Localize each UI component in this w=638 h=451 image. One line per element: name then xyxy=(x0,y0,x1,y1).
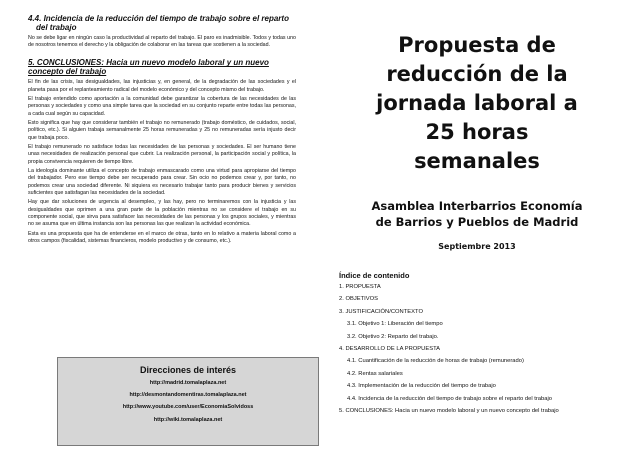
toc-item-propuesta[interactable]: 1. PROPUESTA xyxy=(339,284,381,290)
conclusion-paragraph-4: El trabajo remunerado no satisface todas las necesidades de las personas y sociedades. El ser humano tiene unas necesidades de realización personal que cubrir. La realización personal, la participación social y política, la propia convivencia requieren de tiempo libre. xyxy=(28,144,296,165)
conclusion-paragraph-2: El trabajo entendido como aportación a la comunidad debe garantizar la cobertura de las necesidades de las personas y sociedades y como una simple tarea que la sociedad en su conjunto reparte entre todas las personas, a cada cual según su capacidad. xyxy=(28,96,296,117)
section-4-4-paragraph: No se debe ligar en ningún caso la productividad al reparto del trabajo. El paro es inadmisible. Todos y todas uno de nosotros tenemos el derecho y la obligación de colaborar en las tareas que sostienen a la sociedad. xyxy=(28,35,296,49)
conclusion-paragraph-6: Hay que dar soluciones de urgencia al desempleo, y las hay, pero no terminaremos con la injusticia y las desigualdades que oprimen a una gran parte de la población mientras no se considere el trabajo en su componente social, que sirva para satisfacer las necesidades de las personas y los grupos sociales, y mientras no se asuma que en última instancia son las personas las que realizan la actividad económica. xyxy=(28,199,296,228)
conclusion-paragraph-5: La ideología dominante utiliza el concepto de trabajo enmascarado como una virtud para apropiarse del tiempo del trabajador. Pero ese tiempo debe ser recuperado para crear. Sin ocio no podemos crear y, por tanto, no podemos crear una sociedad diferente. Ni siquiera es necesario trabajar tanto para producir bienes y servicios suficientes que satisfagan las necesidades de la sociedad. xyxy=(28,168,296,196)
organization-line-2: de Barrios y Pueblos de Madrid xyxy=(375,215,579,229)
title-line-1: Propuesta de xyxy=(398,33,556,57)
section-4-4-heading-line1: 4.4. Incidencia de la reducción del tiempo de trabajo sobre el reparto xyxy=(28,14,289,23)
toc-item-desarrollo[interactable]: 4. DESARROLLO DE LA PROPUESTA xyxy=(339,345,441,352)
link-youtube[interactable]: http://www.youtube.com/user/EconomiaSolvidoss xyxy=(122,404,254,411)
links-box xyxy=(57,357,319,446)
right-page xyxy=(336,14,618,420)
section-5-heading xyxy=(28,58,296,76)
section-4-4-heading xyxy=(28,14,296,32)
table-of-contents xyxy=(336,284,618,415)
title-line-5: semanales xyxy=(414,149,540,173)
toc-title: Índice de contenido xyxy=(339,271,410,280)
toc-item-justificacion[interactable]: 3. JUSTIFICACIÓN/CONTEXTO xyxy=(339,308,423,315)
title-line-3: jornada laboral a xyxy=(376,91,578,115)
conclusion-paragraph-1: El fin de las crisis, las desigualdades, las injusticias y, en general, de la degradación de las sociedades y el planeta pasa por el replanteamiento radical del modelo económico y del concepto mismo del trabajo. xyxy=(28,79,296,93)
title-line-4: 25 horas xyxy=(425,120,529,144)
conclusion-paragraph-7: Esta es una propuesta que ha de entenderse en el marco de otras, tanto en lo relativo a materia laboral como a otros campos (fiscalidad, sistemas financieros, modelo productivo y de consumo, etc.). xyxy=(28,230,296,244)
link-madrid[interactable]: http://madrid.tomalaplaza.net xyxy=(149,380,227,386)
publication-date: Septiembre 2013 xyxy=(438,242,516,251)
section-5-heading-text: 5. CONCLUSIONES: Hacia un nuevo modelo laboral y un nuevo concepto del trabajo xyxy=(28,58,269,77)
toc-item-4-1[interactable]: 4.1. Cuantificación de la reducción de horas de trabajo (remunerado) xyxy=(347,358,524,365)
link-desmontandomentiras[interactable]: http://desmontandomentiras.tomalaplaza.net xyxy=(129,392,247,399)
toc-item-3-1[interactable]: 3.1. Objetivo 1: Liberación del tiempo xyxy=(347,321,443,328)
conclusion-paragraph-3: Esto significa que hay que considerar también el trabajo no remunerado (trabajo doméstico, de cuidados, social, político, etc.). Si alguien trabaja semanalmente 25 horas remuneradas y 25 no remuneradas sería injusto decir que trabaja poco. xyxy=(28,120,296,141)
toc-item-3-2[interactable]: 3.2. Objetivo 2: Reparto del trabajo. xyxy=(347,333,439,340)
section-4-4-heading-line2: del trabajo xyxy=(36,23,77,32)
title-line-2: reducción de la xyxy=(386,62,568,86)
toc-item-4-3[interactable]: 4.3. Implementación de la reducción del tiempo de trabajo xyxy=(347,383,496,390)
document-title xyxy=(336,31,618,176)
links-box-title: Direcciones de interés xyxy=(139,365,237,375)
toc-item-conclusiones[interactable]: 5. CONCLUSIONES: Hacia un nuevo modelo laboral y un nuevo concepto del trabajo xyxy=(339,407,559,414)
toc-item-objetivos[interactable]: 2. OBJETIVOS xyxy=(339,296,378,303)
link-wiki[interactable]: http://wiki.tomalaplaza.net xyxy=(153,416,223,423)
organization-line-1: Asamblea Interbarrios Economía xyxy=(371,199,583,213)
organization-name xyxy=(336,198,618,230)
left-page xyxy=(28,14,296,245)
toc-item-4-2[interactable]: 4.2. Rentas salariales xyxy=(347,370,403,377)
toc-item-4-4[interactable]: 4.4. Incidencia de la reducción del tiempo de trabajo sobre el reparto del trabajo xyxy=(347,395,552,402)
